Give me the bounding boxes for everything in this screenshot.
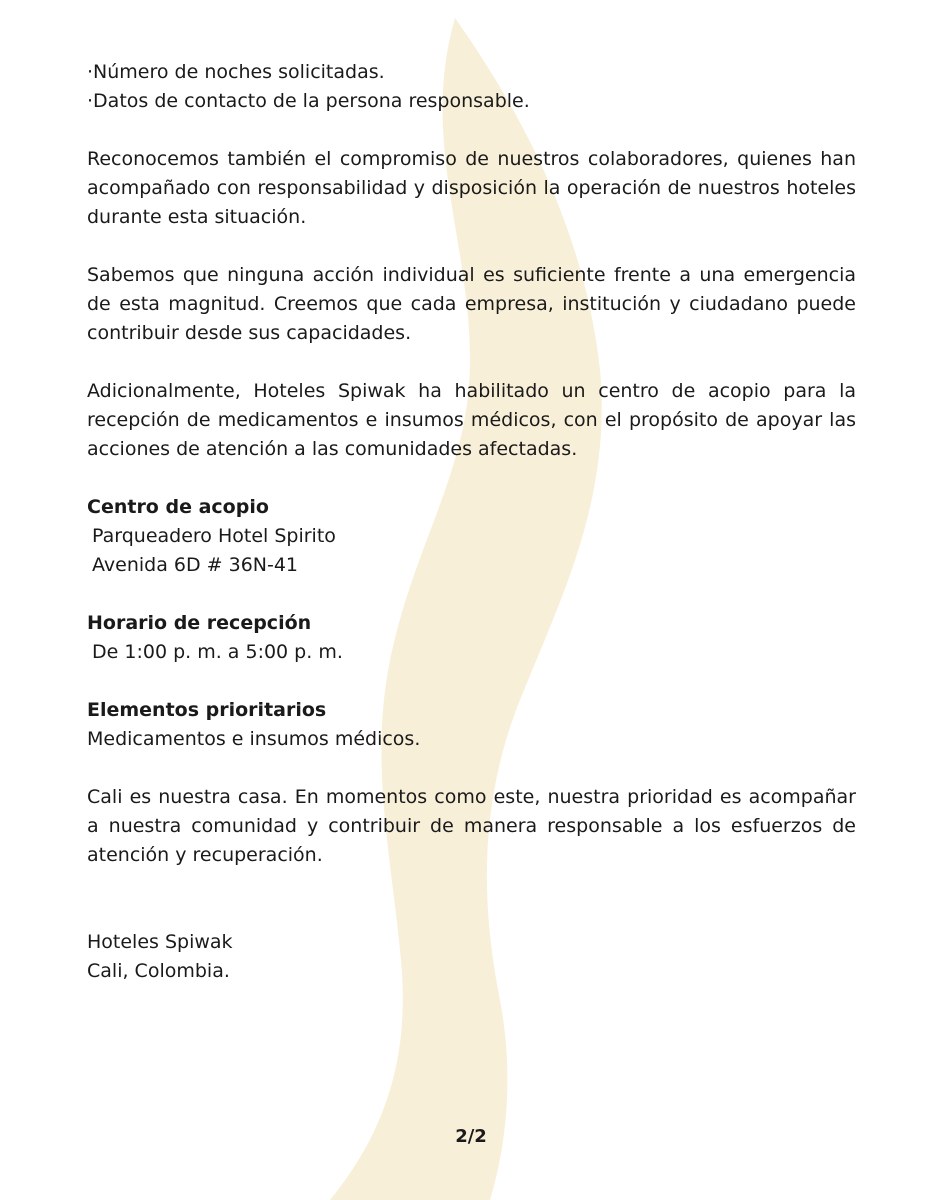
section-line: Medicamentos e insumos médicos. (87, 728, 421, 750)
paragraph-emergency: Sabemos que ninguna acción individual es suficiente frente a una emergencia de esta magnitud. Creemos que cada empresa, institución y ciudadano puede contribuir desde sus capacidades. (87, 264, 856, 344)
requirements-list (87, 58, 856, 116)
section-priority-items (87, 696, 856, 754)
signature-block (87, 928, 856, 986)
signature-location: Cali, Colombia. (87, 960, 230, 982)
section-heading: Horario de recepción (87, 612, 312, 634)
list-item: ·Número de noches solicitadas. (87, 61, 385, 83)
paragraph-collaborators: Reconocemos también el compromiso de nuestros colaboradores, quienes han acompañado con responsabilidad y disposición la operación de nuestros hoteles durante esta situación. (87, 148, 856, 228)
document-body (87, 58, 856, 986)
section-heading: Elementos prioritarios (87, 699, 327, 721)
section-heading: Centro de acopio (87, 496, 269, 518)
signature-name: Hoteles Spiwak (87, 931, 233, 953)
closing-paragraph: Cali es nuestra casa. En momentos como este, nuestra prioridad es acompañar a nuestra comunidad y contribuir de manera responsable a los esfuerzos de atención y recuperación. (87, 786, 856, 866)
paragraph-collection-center: Adicionalmente, Hoteles Spiwak ha habilitado un centro de acopio para la recepción de medicamentos e insumos médicos, con el propósito de apoyar las acciones de atención a las comunidades afectadas. (87, 380, 856, 460)
section-reception-hours (87, 609, 856, 667)
section-line: Avenida 6D # 36N-41 (92, 554, 299, 576)
list-item: ·Datos de contacto de la persona responsable. (87, 90, 530, 112)
section-line: De 1:00 p. m. a 5:00 p. m. (92, 641, 343, 663)
section-collection-center (87, 493, 856, 580)
page-number: 2/2 (455, 1126, 487, 1147)
section-line: Parqueadero Hotel Spirito (92, 525, 336, 547)
